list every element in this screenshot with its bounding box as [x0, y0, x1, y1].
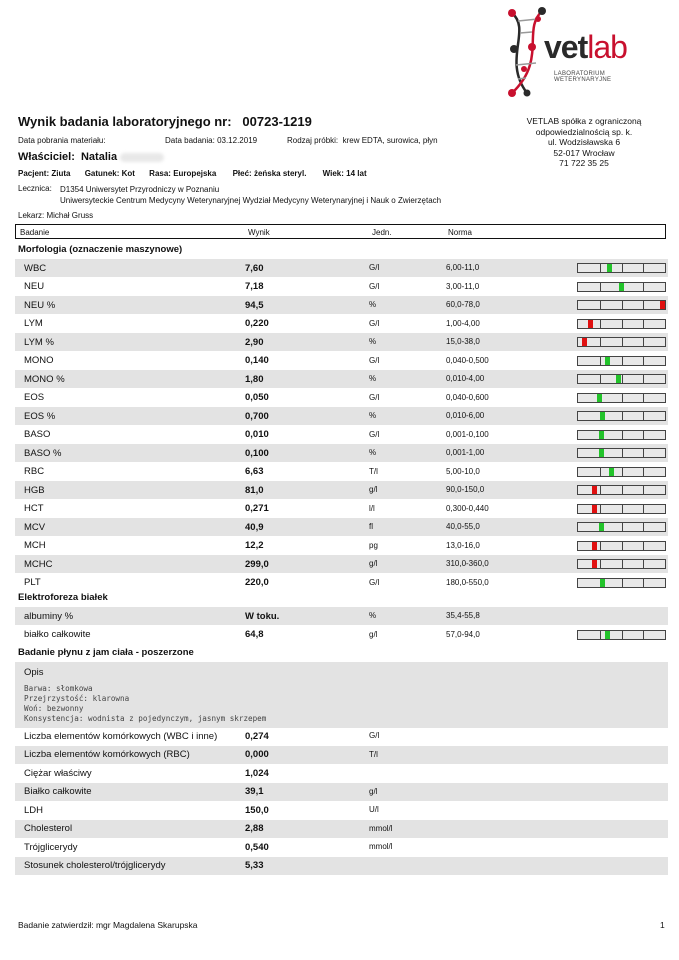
range-tick [622, 579, 623, 587]
in-range-marker [609, 468, 614, 476]
range-tick [622, 431, 623, 439]
out-of-range-marker [660, 301, 665, 309]
test-unit: mmol/l [369, 823, 393, 833]
test-unit: G/l [369, 577, 380, 587]
test-value: 40,9 [245, 521, 264, 533]
test-unit: % [369, 411, 377, 420]
test-norm: 0,300-0,440 [446, 503, 489, 513]
range-tick [643, 449, 644, 457]
out-of-range-marker [592, 505, 597, 513]
test-norm: 310,0-360,0 [446, 559, 489, 568]
table-row [15, 574, 668, 592]
test-value: 94,5 [245, 299, 264, 311]
test-norm: 57,0-94,0 [446, 629, 480, 639]
test-name: Białko całkowite [24, 786, 92, 797]
range-tick [600, 560, 601, 568]
test-value: 220,0 [245, 577, 269, 588]
test-name: MCHC [24, 558, 53, 570]
table-row [15, 555, 668, 573]
range-tick [622, 375, 623, 383]
range-indicator [577, 393, 666, 403]
redacted-surname [120, 153, 164, 162]
test-name: EOS [24, 392, 45, 403]
table-row [15, 764, 668, 782]
table-row [15, 607, 668, 625]
in-range-marker [605, 357, 610, 365]
test-value: 0,274 [245, 730, 269, 742]
table-row [15, 444, 668, 462]
table-row [15, 426, 668, 444]
range-tick [622, 523, 623, 531]
in-range-marker [600, 412, 605, 420]
sex-value: żeńska steryl. [253, 169, 307, 178]
table-row [15, 801, 668, 819]
doctor [18, 211, 93, 220]
patient-info [18, 169, 367, 178]
in-range-marker [600, 579, 605, 587]
test-unit: mmol/l [369, 842, 393, 851]
range-tick [622, 412, 623, 420]
test-unit: T/l [369, 466, 378, 476]
exam-date-label: Data badania: [165, 136, 215, 145]
test-unit: G/l [369, 281, 380, 291]
range-tick [600, 505, 601, 513]
test-norm: 0,001-0,100 [446, 429, 489, 439]
range-indicator [577, 485, 666, 495]
test-unit: G/l [369, 263, 380, 272]
test-value: 1,80 [245, 373, 264, 385]
column-norm: Norma [448, 228, 473, 237]
table-row [15, 315, 668, 333]
test-name: HCT [24, 503, 44, 514]
table-row [15, 746, 668, 764]
description-line: Przejrzystość: klarowna [24, 694, 130, 703]
test-norm: 0,001-1,00 [446, 448, 485, 457]
range-tick [600, 542, 601, 550]
approved-by: Badanie zatwierdził: mgr Magdalena Skarupska [18, 920, 198, 930]
test-unit: G/l [369, 392, 380, 402]
test-name: HGB [24, 484, 45, 496]
range-indicator [577, 282, 666, 292]
age-label: Wiek: [322, 169, 344, 178]
in-range-marker [599, 431, 604, 439]
range-tick [600, 468, 601, 476]
lab-address-line: VETLAB spółka z ograniczoną [526, 116, 642, 126]
range-indicator [577, 578, 666, 588]
test-norm: 3,00-11,0 [446, 281, 480, 291]
test-unit: % [369, 611, 377, 620]
range-indicator [577, 448, 666, 458]
test-value: 7,60 [245, 262, 264, 274]
range-tick [622, 301, 623, 309]
test-value: 0,050 [245, 392, 269, 403]
range-tick [643, 523, 644, 531]
fluid-description [15, 662, 668, 728]
test-norm: 60,0-78,0 [446, 300, 480, 309]
test-norm: 13,0-16,0 [446, 540, 480, 550]
test-value: 2,90 [245, 336, 264, 348]
sex-label: Płeć: [232, 169, 252, 178]
in-range-marker [597, 394, 602, 402]
test-value: 1,024 [245, 767, 269, 779]
test-unit: pg [369, 540, 378, 550]
test-name: BASO % [24, 447, 62, 459]
test-value: 39,1 [245, 786, 264, 797]
table-row [15, 783, 668, 801]
test-value: 0,271 [245, 503, 269, 514]
test-name: Trójglicerydy [24, 841, 78, 853]
range-tick [643, 301, 644, 309]
table-row [15, 278, 668, 296]
test-name: Stosunek cholesterol/trójglicerydy [24, 860, 166, 871]
range-tick [643, 579, 644, 587]
test-name: Cholesterol [24, 823, 73, 834]
range-tick [643, 264, 644, 272]
lab-address-line: ul. Wodzisławska 6 [547, 137, 621, 148]
description-line: Barwa: słomkowa [24, 684, 93, 693]
range-indicator [577, 522, 666, 532]
test-name: MCH [24, 540, 46, 551]
range-indicator [577, 504, 666, 514]
in-range-marker [607, 264, 612, 272]
test-unit: G/l [369, 318, 380, 328]
range-tick [600, 631, 601, 639]
range-indicator [577, 319, 666, 329]
exam-date-value: 03.12.2019 [217, 136, 258, 145]
in-range-marker [619, 283, 624, 291]
in-range-marker [599, 449, 604, 457]
description-line: Konsystencja: wodnista z pojedynczym, jasnym skrzepem [24, 714, 267, 723]
test-value: 0,700 [245, 410, 269, 422]
section-morphology: Morfologia (oznaczenie maszynowe) [18, 244, 183, 255]
test-unit: fl [369, 522, 373, 531]
collection-date-label: Data pobrania materiału: [18, 136, 106, 145]
range-tick [622, 560, 623, 568]
report-number: 00723-1219 [242, 114, 312, 129]
table-row [15, 352, 668, 370]
range-tick [643, 631, 644, 639]
test-name: LYM [24, 318, 43, 329]
range-tick [622, 394, 623, 402]
test-value: 0,000 [245, 749, 269, 760]
table-row [15, 296, 668, 314]
description-line: Woń: bezwonny [24, 704, 84, 713]
owner [18, 151, 164, 163]
test-name: białko całkowite [24, 629, 91, 640]
table-row [15, 820, 668, 838]
description-title: Opis [24, 667, 44, 678]
table-row [15, 537, 668, 555]
test-norm: 5,00-10,0 [446, 466, 480, 476]
test-name: MONO % [24, 373, 65, 385]
vetlab-logo [492, 5, 662, 100]
breed-label: Rasa: [149, 169, 171, 178]
breed-value: Europejska [173, 169, 217, 178]
patient-name: Ziuta [51, 169, 71, 178]
doctor-name: Michał Gruss [46, 211, 94, 220]
table-row [15, 407, 668, 425]
test-value: W toku. [245, 610, 280, 622]
table-row [15, 838, 668, 856]
test-name: PLT [24, 577, 41, 588]
sample-type-value: krew EDTA, surowica, płyn [342, 136, 438, 145]
test-norm: 40,0-55,0 [446, 522, 480, 531]
title-prefix: Wynik badania laboratoryjnego nr: [18, 114, 232, 129]
in-range-marker [599, 523, 604, 531]
results-table-header [15, 224, 666, 239]
range-tick [600, 357, 601, 365]
range-tick [622, 505, 623, 513]
lab-address-line: 52-017 Wrocław [553, 147, 615, 158]
test-unit: l/l [369, 503, 375, 513]
test-value: 5,33 [245, 860, 264, 871]
table-row [15, 389, 668, 407]
lab-address [520, 116, 648, 169]
test-unit: % [369, 374, 377, 383]
report-title [18, 114, 312, 129]
test-norm: 0,010-6,00 [446, 411, 485, 420]
range-indicator [577, 467, 666, 477]
out-of-range-marker [592, 486, 597, 494]
logo-lab: lab [587, 29, 627, 65]
test-unit: G/l [369, 731, 380, 740]
test-value: 299,0 [245, 558, 269, 570]
clinic-line: Uniwersyteckie Centrum Medycyny Weterynaryjnej Wydział Medycyny Weterynaryjnej i Nauk o Zwierzętach [60, 196, 442, 205]
out-of-range-marker [582, 338, 587, 346]
test-value: 0,140 [245, 355, 269, 366]
column-unit: Jedn. [372, 228, 392, 237]
test-norm: 1,00-4,00 [446, 318, 480, 328]
in-range-marker [605, 631, 610, 639]
range-indicator [577, 630, 666, 640]
patient-label: Pacjent: [18, 169, 50, 178]
range-tick [643, 375, 644, 383]
test-value: 0,540 [245, 841, 269, 853]
range-tick [643, 283, 644, 291]
test-value: 12,2 [245, 540, 264, 551]
out-of-range-marker [588, 320, 593, 328]
test-norm: 90,0-150,0 [446, 485, 485, 494]
test-name: MCV [24, 521, 46, 533]
clinic [60, 184, 441, 206]
clinic-line: D1354 Uniwersytet Przyrodniczy w Poznaniu [60, 185, 220, 194]
test-name: MONO [24, 355, 54, 366]
test-norm: 0,040-0,600 [446, 392, 489, 402]
test-unit: g/l [369, 786, 378, 796]
range-tick [600, 320, 601, 328]
range-tick [600, 486, 601, 494]
table-row [15, 259, 668, 277]
test-unit: % [369, 448, 377, 457]
owner-name: Natalia [80, 151, 118, 163]
sample-type-label: Rodzaj próbki: [287, 136, 339, 145]
test-name: EOS % [24, 410, 56, 422]
range-tick [643, 338, 644, 346]
test-unit: U/l [369, 805, 379, 814]
test-value: 6,63 [245, 466, 264, 477]
table-row [15, 518, 668, 536]
test-norm: 0,010-4,00 [446, 374, 485, 383]
test-norm: 35,4-55,8 [446, 611, 480, 620]
table-row [15, 463, 668, 481]
test-name: RBC [24, 466, 45, 477]
table-row [15, 500, 668, 518]
test-norm: 15,0-38,0 [446, 337, 480, 346]
range-tick [643, 560, 644, 568]
test-unit: G/l [369, 429, 380, 439]
range-tick [600, 283, 601, 291]
test-value: 64,8 [245, 629, 264, 640]
range-indicator [577, 263, 666, 273]
test-unit: g/l [369, 559, 378, 568]
range-tick [622, 264, 623, 272]
section-fluid: Badanie płynu z jam ciała - poszerzone [18, 647, 194, 658]
range-tick [643, 468, 644, 476]
age-value: 14 lat [346, 169, 367, 178]
range-tick [643, 431, 644, 439]
test-norm: 180,0-550,0 [446, 577, 489, 587]
test-value: 150,0 [245, 804, 269, 816]
test-name: NEU % [24, 299, 56, 311]
range-indicator [577, 300, 666, 310]
test-unit: % [369, 300, 377, 309]
test-value: 0,220 [245, 318, 269, 329]
logo-vet: vet [544, 29, 588, 65]
range-tick [622, 320, 623, 328]
table-row [15, 333, 668, 351]
in-range-marker [616, 375, 621, 383]
test-unit: % [369, 337, 377, 346]
test-unit: g/l [369, 485, 378, 494]
range-tick [643, 412, 644, 420]
range-tick [622, 357, 623, 365]
test-name: BASO [24, 429, 51, 440]
table-row [15, 626, 668, 644]
test-value: 2,88 [245, 823, 264, 834]
test-name: WBC [24, 262, 47, 274]
sample-type [287, 136, 438, 145]
range-tick [622, 631, 623, 639]
test-unit: T/l [369, 749, 378, 759]
test-name: Ciężar właściwy [24, 767, 92, 779]
out-of-range-marker [592, 560, 597, 568]
range-tick [643, 320, 644, 328]
test-value: 0,100 [245, 447, 269, 459]
test-name: albuminy % [24, 610, 74, 622]
range-tick [600, 301, 601, 309]
range-tick [600, 375, 601, 383]
test-value: 0,010 [245, 429, 269, 440]
range-tick [643, 486, 644, 494]
range-tick [622, 468, 623, 476]
test-norm: 0,040-0,500 [446, 355, 489, 365]
range-tick [643, 542, 644, 550]
species-label: Gatunek: [84, 169, 120, 178]
lab-address-line: odpowiedzialnością sp. k. [535, 126, 633, 137]
table-row [15, 481, 668, 499]
range-indicator [577, 374, 666, 384]
range-indicator [577, 356, 666, 366]
range-tick [622, 542, 623, 550]
test-unit: g/l [369, 629, 378, 639]
test-name: Liczba elementów komórkowych (RBC) [24, 749, 190, 760]
range-tick [622, 449, 623, 457]
test-name: LDH [24, 804, 44, 816]
range-indicator [577, 430, 666, 440]
range-tick [622, 486, 623, 494]
table-row [15, 370, 668, 388]
range-indicator [577, 541, 666, 551]
logo-subtitle: LABORATORIUM WETERYNARYJNE [554, 71, 612, 83]
test-norm: 6,00-11,0 [446, 263, 480, 272]
doctor-label: Lekarz: [18, 211, 45, 220]
owner-label: Właściciel: [18, 151, 75, 163]
range-indicator [577, 559, 666, 569]
test-value: 81,0 [245, 484, 264, 496]
table-row [15, 727, 668, 745]
table-row [15, 857, 668, 875]
clinic-label: Lecznica: [18, 184, 52, 193]
species-value: Kot [121, 169, 135, 178]
test-name: Liczba elementów komórkowych (WBC i inne) [24, 730, 218, 742]
page-number: 1 [660, 920, 665, 930]
section-protein: Elektroforeza białek [18, 592, 108, 603]
range-indicator [577, 337, 666, 347]
test-name: NEU [24, 281, 45, 292]
column-result: Wynik [248, 228, 270, 237]
range-tick [600, 338, 601, 346]
test-value: 7,18 [245, 281, 264, 292]
range-tick [643, 357, 644, 365]
lab-phone: 71 722 35 25 [559, 158, 609, 169]
range-tick [643, 505, 644, 513]
out-of-range-marker [592, 542, 597, 550]
range-tick [600, 264, 601, 272]
range-tick [622, 338, 623, 346]
range-indicator [577, 411, 666, 421]
test-name: LYM % [24, 336, 54, 348]
exam-date [165, 136, 257, 145]
range-tick [643, 394, 644, 402]
test-unit: G/l [369, 355, 380, 365]
column-test: Badanie [20, 228, 50, 237]
